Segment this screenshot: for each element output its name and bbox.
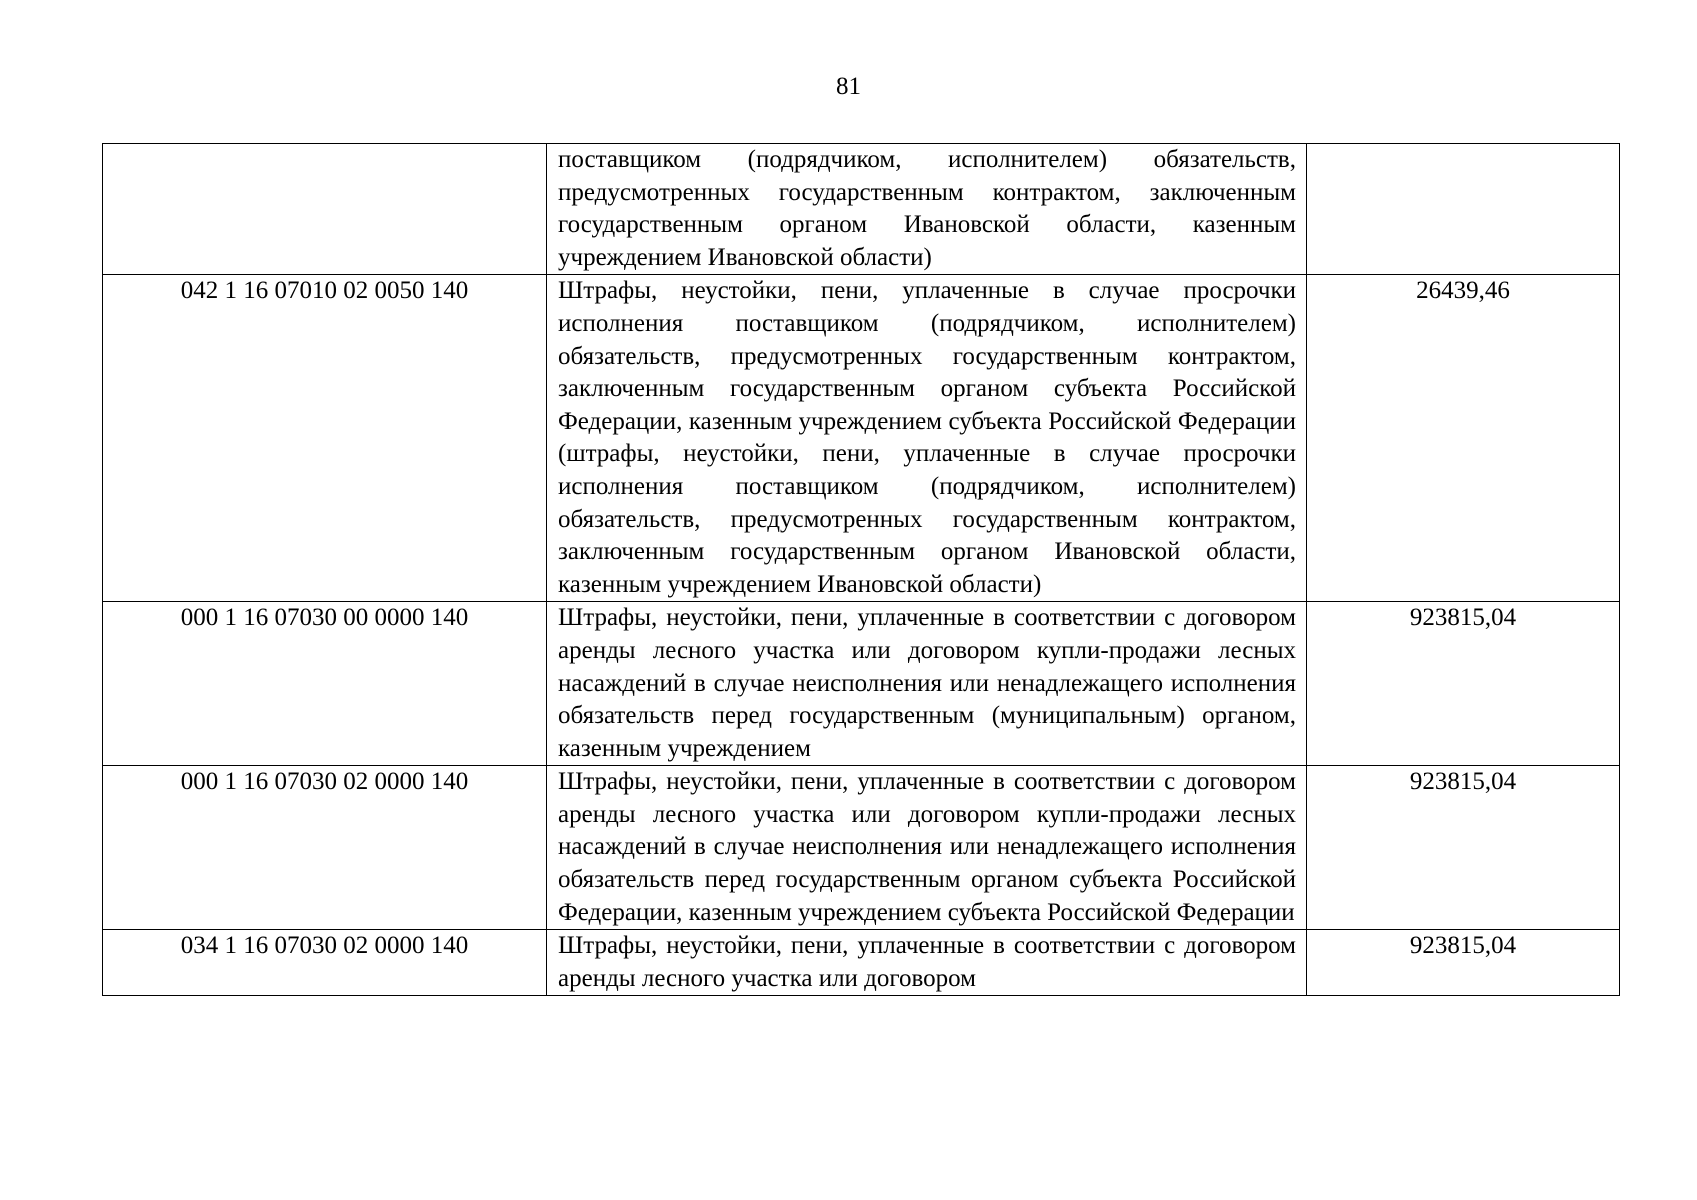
table-row [103, 602, 1620, 766]
page-number: 81 [836, 73, 861, 100]
amount-cell: 923815,04 [1307, 602, 1620, 766]
budget-code-cell: 000 1 16 07030 00 0000 140 [103, 602, 547, 766]
budget-code-cell: 000 1 16 07030 02 0000 140 [103, 766, 547, 930]
budget-code-cell: 034 1 16 07030 02 0000 140 [103, 930, 547, 996]
amount-cell: 923815,04 [1307, 766, 1620, 930]
table-row [103, 144, 1620, 275]
revenue-name-cell: Штрафы, неустойки, пени, уплаченные в соответствии с договором аренды лесного участка или договором купли-продажи лесных насаждений в случае неисполнения или ненадлежащего исполнения обязательств перед государственным (муниципальным) органом, казенным учреждением [547, 602, 1307, 766]
table-row [103, 275, 1620, 602]
revenue-name-cell: Штрафы, неустойки, пени, уплаченные в соответствии с договором аренды лесного участка или договором [547, 930, 1307, 996]
amount-cell [1307, 144, 1620, 275]
revenue-name-cell: поставщиком (подрядчиком, исполнителем) обязательств, предусмотренных государственным контрактом, заключенным государственным органом Ивановской области, казенным учреждением Ивановской области) [547, 144, 1307, 275]
revenue-name-cell: Штрафы, неустойки, пени, уплаченные в случае просрочки исполнения поставщиком (подрядчиком, исполнителем) обязательств, предусмотренных государственным контрактом, заключенным государственным органом субъекта Российской Федерации, казенным учреждением субъекта Российской Федерации (штрафы, неустойки, пени, уплаченные в случае просрочки исполнения поставщиком (подрядчиком, исполнителем) обязательств, предусмотренных государственным контрактом, заключенным государственным органом Ивановской области, казенным учреждением Ивановской области) [547, 275, 1307, 602]
budget-code-cell: 042 1 16 07010 02 0050 140 [103, 275, 547, 602]
revenue-name-cell: Штрафы, неустойки, пени, уплаченные в соответствии с договором аренды лесного участка или договором купли-продажи лесных насаждений в случае неисполнения или ненадлежащего исполнения обязательств перед государственным органом субъекта Российской Федерации, казенным учреждением субъекта Российской Федерации [547, 766, 1307, 930]
amount-cell: 26439,46 [1307, 275, 1620, 602]
table-row [103, 766, 1620, 930]
amount-cell: 923815,04 [1307, 930, 1620, 996]
revenue-codes-table [102, 143, 1620, 996]
budget-code-cell [103, 144, 547, 275]
table-row [103, 930, 1620, 996]
